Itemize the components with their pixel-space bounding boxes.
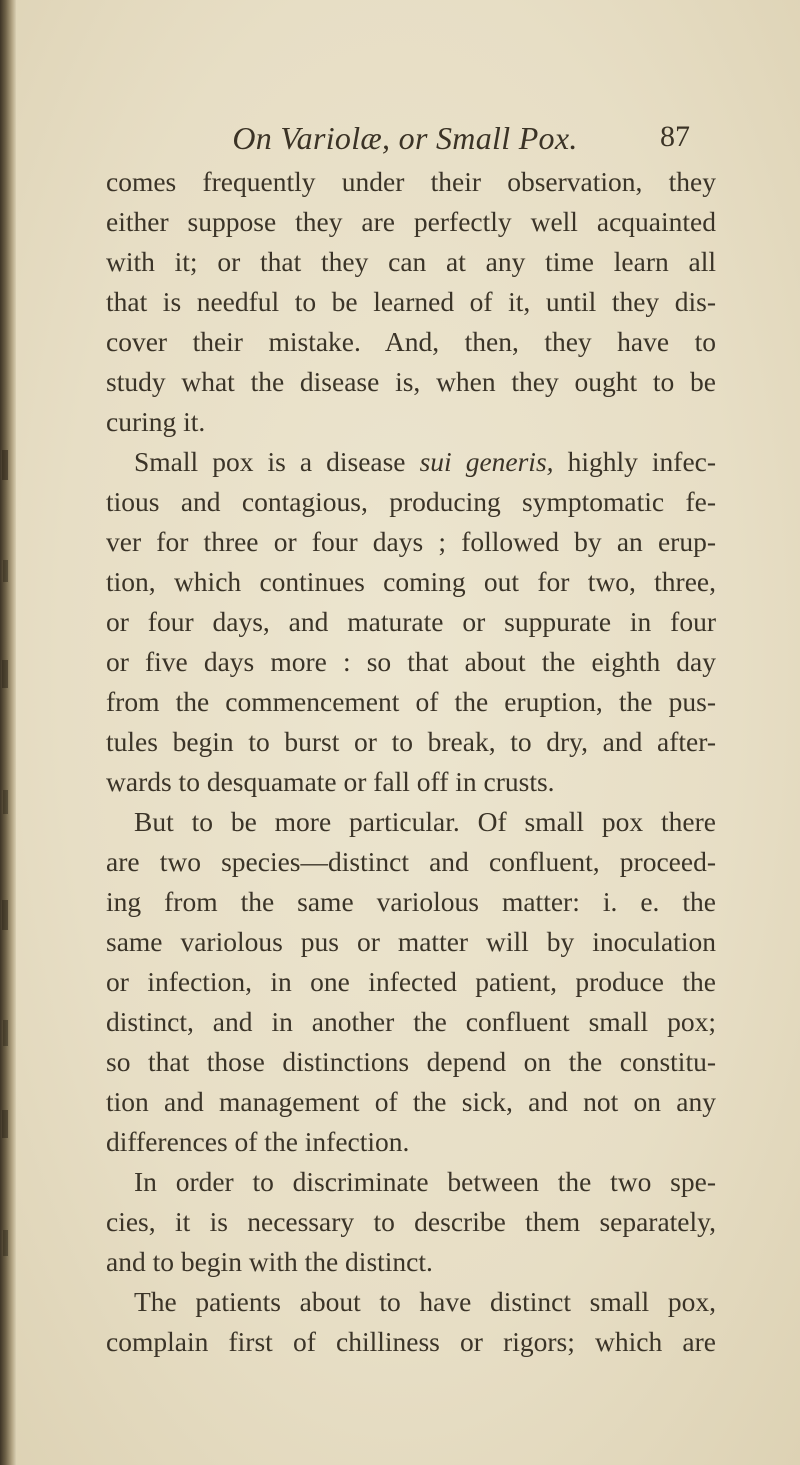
text-run: highly infec- [567,446,717,477]
text-run: Small pox is a disease [134,446,406,477]
text-line: The patients about to have distinct small pox, [134,1286,716,1317]
running-head-title: On Variolæ, or Small Pox. [232,120,578,156]
text-line: with it; or that they can at any time learn all [106,246,716,277]
text-line: In order to discriminate between the two spe- [134,1166,716,1197]
text-line: wards to desquamate or fall off in crusts. [106,766,555,797]
text-line: complain first of chilliness or rigors; which are [106,1326,716,1357]
page-number: 87 [660,120,690,153]
text-line: are two species—distinct and confluent, proceed- [106,846,716,877]
text-line: ver for three or four days ; followed by an erup- [106,526,716,557]
text-line: tious and contagious, producing symptomatic fe- [106,486,716,517]
text-line: study what the disease is, when they ought to be [106,366,716,397]
text-line: distinct, and in another the confluent small pox; [106,1006,716,1037]
text-line: or infection, in one infected patient, produce the [106,966,716,997]
text-line: or four days, and maturate or suppurate in four [106,606,716,637]
text-line [106,442,716,482]
running-head [120,120,690,160]
text-line: curing it. [106,406,206,437]
text-line: from the commencement of the eruption, the pus- [106,686,716,717]
text-line: cover their mistake. And, then, they have to [106,326,716,357]
text-line: and to begin with the distinct. [106,1246,433,1277]
text-line: cies, it is necessary to describe them separately, [106,1206,716,1237]
text-line: comes frequently under their observation, they [106,166,716,197]
text-line: tion, which continues coming out for two, three, [106,566,716,597]
latin-phrase: sui generis, [419,446,554,477]
text-line: tion and management of the sick, and not on any [106,1086,716,1117]
text-line: But to be more particular. Of small pox there [134,806,716,837]
text-line: differences of the infection. [106,1126,410,1157]
body-text [106,162,716,1362]
text-line: that is needful to be learned of it, until they dis- [106,286,716,317]
text-line: tules begin to burst or to break, to dry, and after- [106,726,716,757]
text-line: same variolous pus or matter will by inoculation [106,926,716,957]
gutter-stains [0,0,16,1465]
text-line: ing from the same variolous matter: i. e. the [106,886,716,917]
text-line: so that those distinctions depend on the constitu- [106,1046,716,1077]
text-line: either suppose they are perfectly well acquainted [106,206,716,237]
text-line: or five days more : so that about the eighth day [106,646,716,677]
